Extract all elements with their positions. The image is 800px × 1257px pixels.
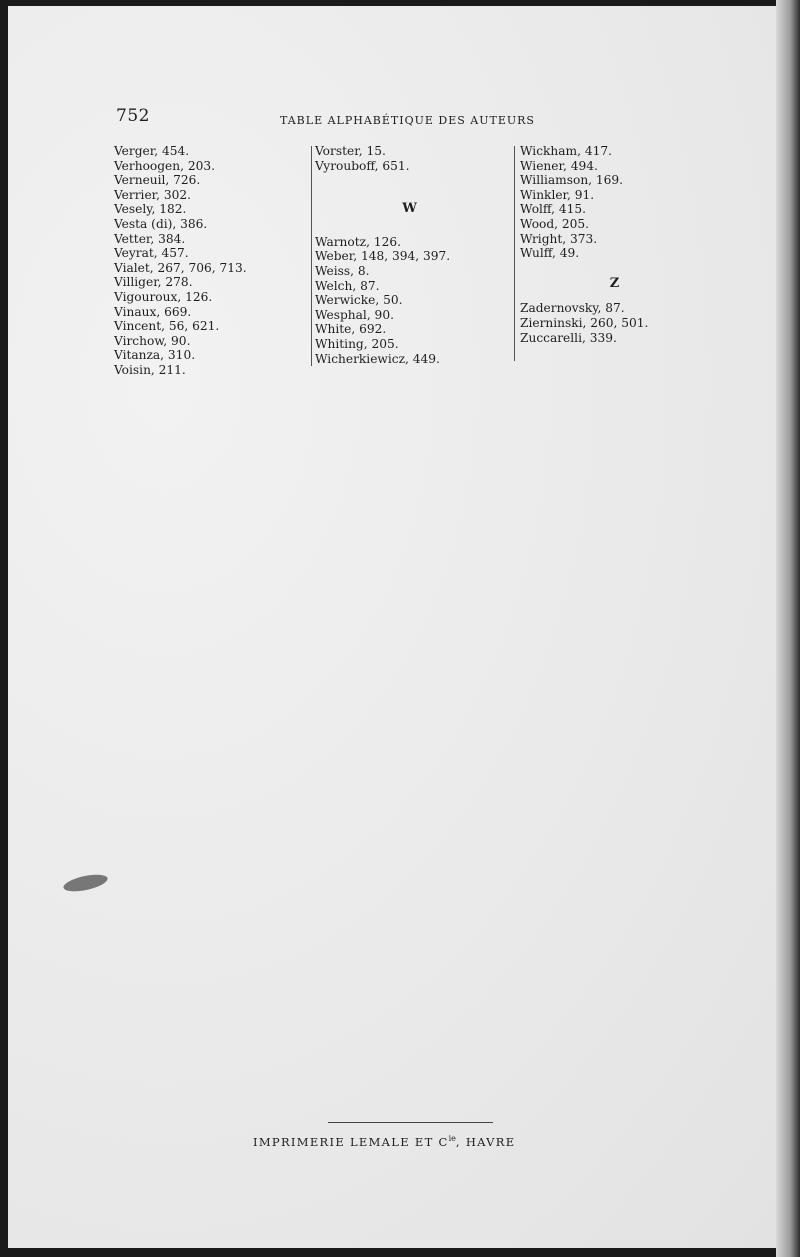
- index-entry: Wulff, 49.: [520, 246, 580, 261]
- index-entry: Warnotz, 126.: [315, 234, 401, 249]
- index-entry: Williamson, 169.: [520, 173, 624, 188]
- printer-city: , HAVRE: [455, 1134, 516, 1149]
- index-entry: Vinaux, 669.: [114, 304, 192, 319]
- index-entry: Voisin, 211.: [114, 362, 186, 377]
- index-column-3: [520, 144, 710, 345]
- column-divider: [311, 146, 312, 366]
- index-entry: Vorster, 15.: [315, 144, 386, 158]
- index-entry: Wright, 373.: [520, 231, 598, 246]
- ink-smudge: [62, 871, 109, 894]
- index-entry: Vesta (di), 386.: [114, 216, 208, 231]
- index-entry: Whiting, 205.: [315, 336, 399, 351]
- index-entry: Vesely, 182.: [114, 202, 187, 217]
- index-column-1: [114, 144, 247, 378]
- index-entry: Vetter, 384.: [114, 231, 186, 246]
- index-entry: Zadernovsky, 87.: [520, 301, 625, 316]
- index-entry: Zuccarelli, 339.: [520, 330, 617, 345]
- index-entry: Zierninski, 260, 501.: [520, 315, 649, 330]
- index-entry: Verrier, 302.: [114, 187, 192, 202]
- index-entry: Vitanza, 310.: [114, 348, 196, 363]
- index-entry: Wolff, 415.: [520, 202, 587, 217]
- section-letter-w: W: [402, 201, 418, 217]
- index-entry: Verger, 454.: [114, 144, 190, 158]
- index-entry: Virchow, 90.: [114, 333, 191, 348]
- index-entry: Verhoogen, 203.: [114, 158, 215, 173]
- page: [8, 6, 783, 1248]
- section-letter-z: Z: [609, 275, 621, 291]
- column-divider: [514, 146, 515, 361]
- page-number: 752: [116, 106, 150, 126]
- printer-imprint: [253, 1134, 515, 1149]
- index-entry: Wickham, 417.: [520, 144, 612, 158]
- index-entry: Weber, 148, 394, 397.: [315, 249, 451, 264]
- index-entry: Veyrat, 457.: [114, 246, 189, 261]
- index-entry: Vigouroux, 126.: [114, 289, 213, 304]
- page-edge: [776, 0, 800, 1257]
- index-entry: Wood, 205.: [520, 216, 590, 231]
- index-entry: Villiger, 278.: [114, 275, 193, 290]
- index-entry: Weiss, 8.: [315, 263, 370, 278]
- index-entry: Wesphal, 90.: [315, 307, 394, 322]
- footer-rule: [328, 1122, 493, 1123]
- index-entry: Werwicke, 50.: [315, 293, 403, 308]
- running-head: TABLE ALPHABÉTIQUE DES AUTEURS: [280, 114, 535, 127]
- index-entry: Wiener, 494.: [520, 158, 598, 173]
- index-entry: White, 692.: [315, 322, 387, 337]
- index-entry: Winkler, 91.: [520, 187, 595, 202]
- index-entry: Vyrouboff, 651.: [315, 158, 410, 173]
- printer-name: IMPRIMERIE LEMALE ET C: [253, 1134, 449, 1149]
- index-entry: Vincent, 56, 621.: [114, 319, 220, 334]
- index-column-2: [315, 144, 505, 366]
- index-entry: Vialet, 267, 706, 713.: [114, 260, 247, 275]
- printer-superscript: ie: [448, 1134, 456, 1143]
- index-entry: Wicherkiewicz, 449.: [315, 351, 440, 366]
- index-entry: Welch, 87.: [315, 278, 380, 293]
- index-entry: Verneuil, 726.: [114, 173, 201, 188]
